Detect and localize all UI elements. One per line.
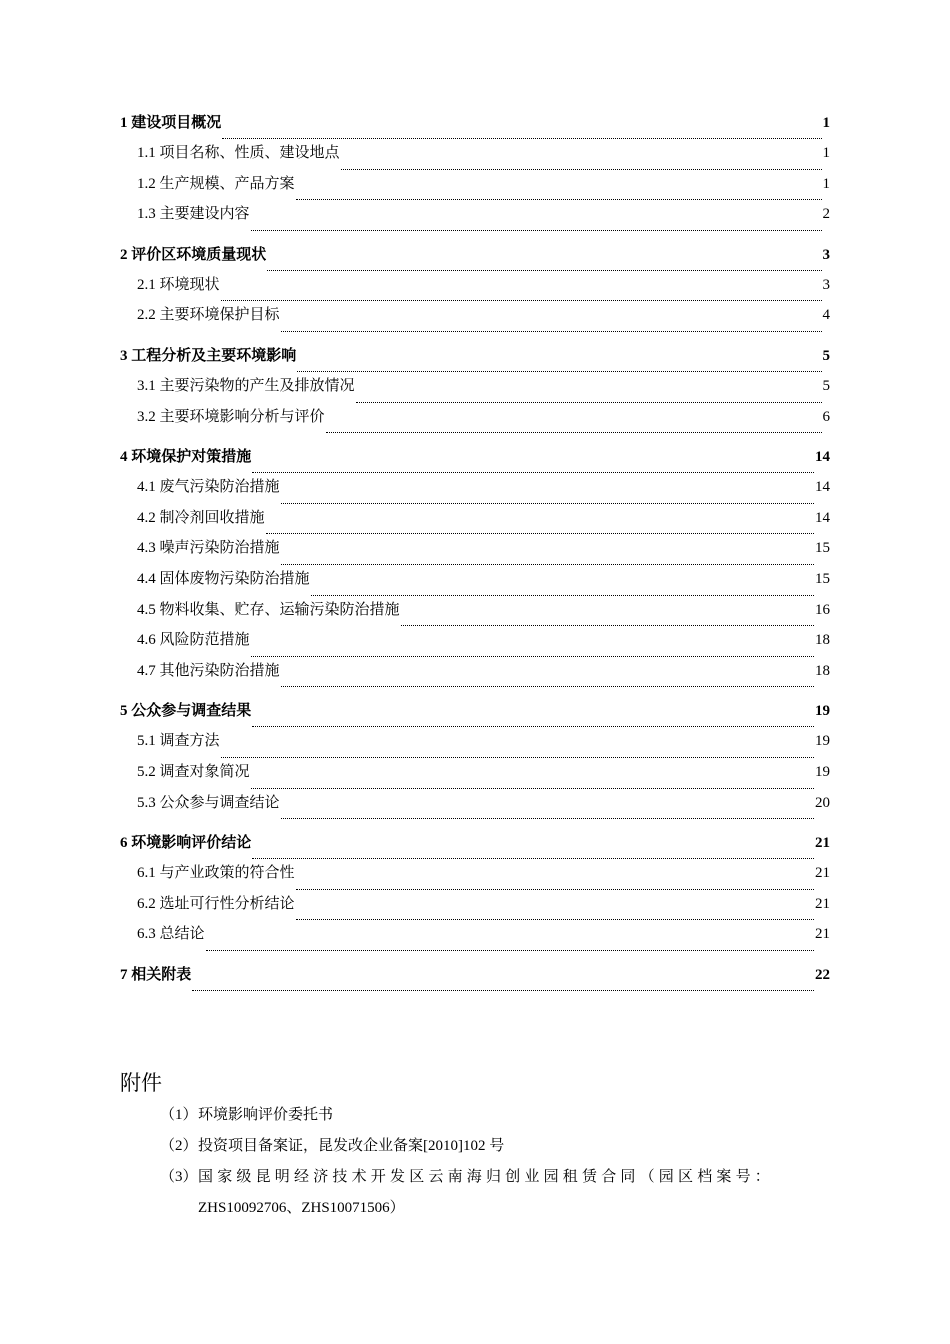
attachment-text: 国家级昆明经济技术开发区云南海归创业园租赁合同（园区档案号： (198, 1169, 775, 1185)
toc-page: 14 (815, 509, 830, 526)
toc-page: 18 (815, 632, 830, 649)
toc-label: 4.6 风险防范措施 (137, 632, 250, 649)
toc-entry[interactable] (120, 509, 830, 540)
toc-page: 5 (822, 347, 830, 364)
toc-entry[interactable] (120, 175, 830, 206)
toc-page: 21 (815, 865, 830, 882)
toc-leader (281, 817, 814, 819)
toc-label: 4.2 制冷剂回收措施 (137, 509, 265, 526)
toc-label: 1.1 项目名称、性质、建设地点 (137, 145, 340, 161)
attachment-item (120, 1168, 830, 1217)
toc-label: 3.2 主要环境影响分析与评价 (137, 408, 325, 425)
toc-label: 4 环境保护对策措施 (120, 449, 252, 466)
toc-page: 22 (815, 966, 830, 983)
toc-entry[interactable] (120, 144, 830, 175)
toc-leader (281, 502, 814, 504)
toc-label: 3 工程分析及主要环境影响 (120, 347, 297, 364)
toc-label: 4.5 物料收集、贮存、运输污染防治措施 (137, 601, 400, 618)
toc-label: 5.2 调查对象简况 (137, 763, 250, 780)
toc-leader (252, 857, 814, 859)
toc-leader (296, 198, 822, 200)
toc-label: 2.2 主要环境保护目标 (137, 307, 280, 324)
toc-leader (192, 989, 814, 991)
appendix-title: 附件 (120, 1071, 162, 1095)
toc-label: 6 环境影响评价结论 (120, 835, 252, 852)
toc-page: 19 (815, 733, 830, 750)
attachment-item (120, 1137, 830, 1155)
toc-entry[interactable] (120, 631, 830, 662)
toc-entry[interactable] (120, 478, 830, 509)
toc-page: 1 (822, 175, 830, 192)
toc-label: 6.2 选址可行性分析结论 (137, 895, 295, 912)
toc-label: 6.1 与产业政策的符合性 (137, 865, 295, 882)
toc-leader (251, 655, 814, 657)
toc-label: 5.3 公众参与调查结论 (137, 794, 280, 811)
toc-label: 4.7 其他污染防治措施 (137, 662, 280, 679)
toc-page: 18 (815, 662, 830, 679)
toc-entry[interactable] (120, 377, 830, 408)
attachment-text-continued: ZHS10092706、ZHS10071506） (198, 1200, 405, 1216)
toc-label: 1.2 生产规模、产品方案 (137, 175, 295, 192)
toc-entry[interactable] (120, 864, 830, 895)
attachment-item (120, 1106, 830, 1124)
toc-entry[interactable] (120, 763, 830, 794)
toc-leader (221, 756, 814, 758)
toc-page: 1 (822, 115, 830, 131)
toc-entry[interactable] (120, 732, 830, 763)
toc-page: 2 (822, 206, 830, 223)
toc-page: 20 (815, 794, 830, 811)
toc-entry[interactable] (120, 205, 830, 236)
toc-entry[interactable] (120, 246, 830, 276)
toc-label: 1 建设项目概况 (120, 115, 222, 131)
toc-entry[interactable] (120, 794, 830, 825)
toc-leader (311, 594, 814, 596)
toc-leader (252, 471, 814, 473)
toc-leader (206, 949, 814, 951)
toc-page: 21 (815, 835, 830, 852)
toc-label: 5 公众参与调查结果 (120, 703, 252, 720)
toc-leader (341, 168, 822, 170)
toc-leader (297, 370, 821, 372)
toc-label: 2 评价区环境质量现状 (120, 246, 267, 263)
toc-entry[interactable] (120, 347, 830, 377)
toc-label: 3.1 主要污染物的产生及排放情况 (137, 377, 355, 394)
toc-entry[interactable] (120, 448, 830, 478)
toc-label: 5.1 调查方法 (137, 733, 220, 750)
toc-leader (221, 299, 822, 301)
toc-leader (252, 725, 814, 727)
toc-entry[interactable] (120, 834, 830, 864)
toc-label: 4.4 固体废物污染防治措施 (137, 570, 310, 587)
toc-leader (251, 787, 814, 789)
toc-leader (266, 532, 814, 534)
attachment-text: 投资项目备案证，昆发改企业备案[2010]102 号 (198, 1138, 505, 1154)
toc-leader (296, 888, 814, 890)
attachment-text: 环境影响评价委托书 (198, 1107, 334, 1123)
toc-page: 6 (822, 408, 830, 425)
toc-leader (267, 269, 821, 271)
toc-leader (281, 685, 814, 687)
toc-leader (222, 137, 821, 139)
toc-entry[interactable] (120, 570, 830, 601)
toc-page: 21 (815, 926, 830, 943)
toc-leader (296, 918, 814, 920)
toc-leader (401, 624, 814, 626)
toc-page: 14 (815, 449, 830, 466)
toc-page: 16 (815, 601, 830, 618)
toc-label: 1.3 主要建设内容 (137, 206, 250, 223)
toc-label: 7 相关附表 (120, 966, 192, 983)
toc-page: 4 (822, 307, 830, 324)
toc-leader (281, 563, 814, 565)
toc-leader (326, 431, 822, 433)
toc-label: 2.1 环境现状 (137, 276, 220, 293)
toc-page: 5 (822, 377, 830, 394)
toc-page: 15 (815, 540, 830, 557)
toc-entry[interactable] (120, 408, 830, 439)
toc-entry[interactable] (120, 925, 830, 956)
toc-entry[interactable] (120, 114, 830, 144)
toc-page: 19 (815, 703, 830, 720)
toc-entry[interactable] (120, 662, 830, 693)
toc-label: 4.3 噪声污染防治措施 (137, 540, 280, 557)
toc-entry[interactable] (120, 702, 830, 732)
toc-entry[interactable] (120, 276, 830, 307)
toc-entry[interactable] (120, 601, 830, 632)
toc-leader (281, 330, 822, 332)
toc-entry[interactable] (120, 966, 830, 996)
toc-page: 1 (822, 145, 830, 161)
toc-label: 4.1 废气污染防治措施 (137, 479, 280, 496)
toc-page: 3 (822, 246, 830, 263)
table-of-contents (120, 114, 830, 996)
attachment-number: （2） (160, 1138, 198, 1154)
toc-page: 19 (815, 763, 830, 780)
toc-label: 6.3 总结论 (137, 926, 205, 943)
toc-entry[interactable] (120, 306, 830, 337)
toc-entry[interactable] (120, 539, 830, 570)
toc-leader (356, 401, 822, 403)
toc-page: 15 (815, 570, 830, 587)
toc-page: 3 (822, 276, 830, 293)
appendix-section (120, 1068, 830, 1230)
toc-leader (251, 229, 822, 231)
toc-page: 21 (815, 895, 830, 912)
attachment-number: （3） (160, 1169, 198, 1185)
toc-entry[interactable] (120, 895, 830, 926)
attachment-number: （1） (160, 1107, 198, 1123)
toc-page: 14 (815, 479, 830, 496)
